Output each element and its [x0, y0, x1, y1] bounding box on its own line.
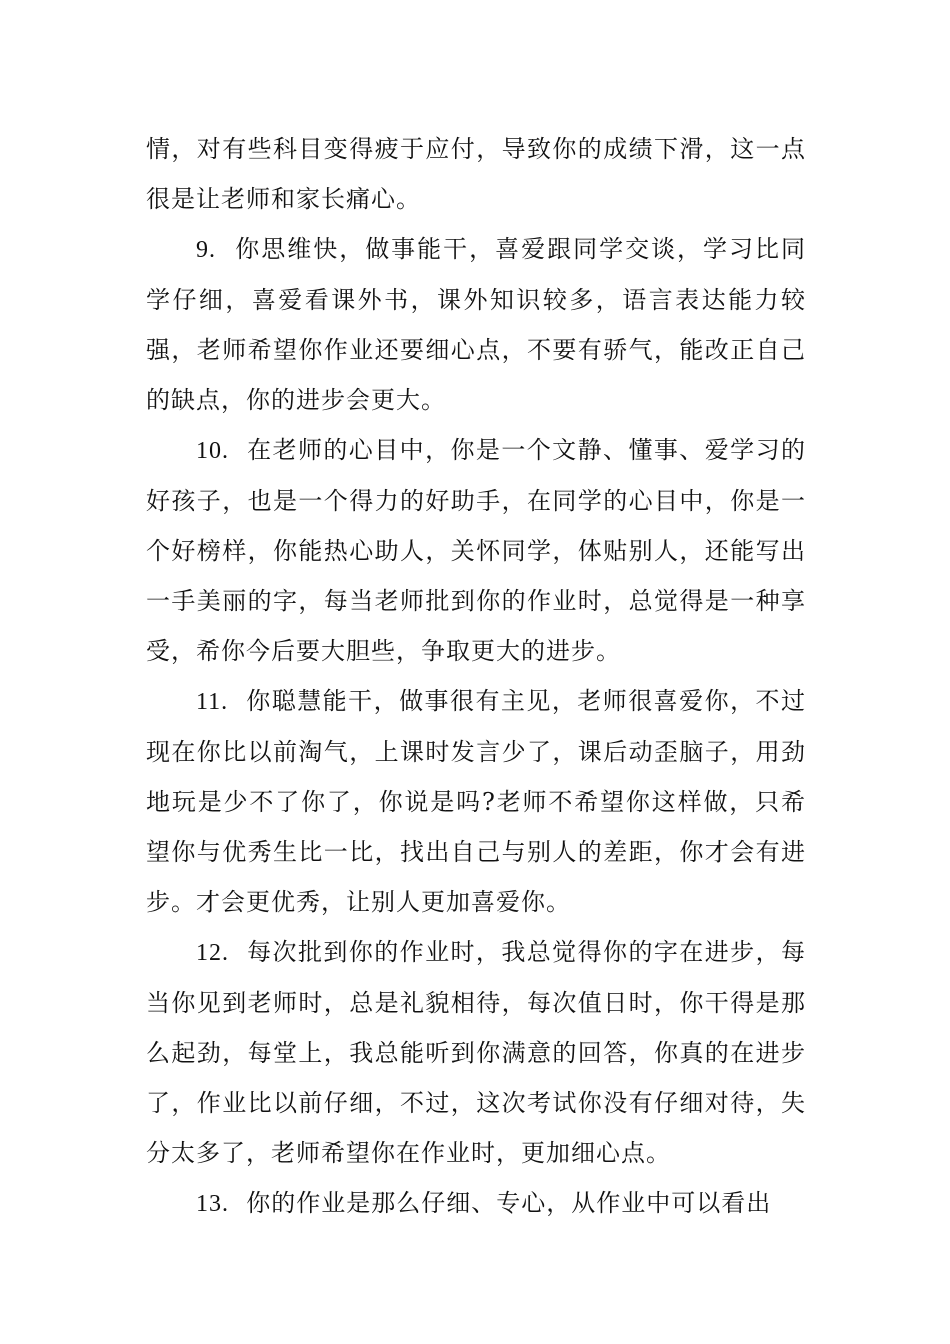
paragraph-13 — [146, 1178, 806, 1229]
paragraph-number: 12. — [196, 940, 229, 966]
paragraph-text: 情，对有些科目变得疲于应付，导致你的成绩下滑，这一点很是让老师和家长痛心。 — [146, 135, 806, 213]
paragraph-number: 10. — [196, 438, 229, 464]
paragraph-10 — [146, 425, 806, 676]
paragraph-text: 在老师的心目中，你是一个文静、懂事、爱学习的好孩子，也是一个得力的好助手，在同学的心目中，你是一个好榜样，你能热心助人，关怀同学，体贴别人，还能写出一手美丽的字，每当老师批到你的作业时，总觉得是一种享受，希你今后要大胆些，争取更大的进步。 — [146, 436, 806, 665]
document-body — [146, 124, 806, 1229]
paragraph-12 — [146, 927, 806, 1178]
paragraph-11 — [146, 676, 806, 927]
paragraph-text: 你思维快，做事能干，喜爱跟同学交谈，学习比同学仔细，喜爱看课外书，课外知识较多，语言表达能力较强，老师希望你作业还要细心点，不要有骄气，能改正自己的缺点，你的进步会更大。 — [146, 235, 807, 414]
paragraph-text: 每次批到你的作业时，我总觉得你的字在进步，每当你见到老师时，总是礼貌相待，每次值日时，你干得是那么起劲，每堂上，我总能听到你满意的回答，你真的在进步了，作业比以前仔细，不过，这次考试你没有仔细对待，失分太多了，老师希望你在作业时，更加细心点。 — [146, 938, 806, 1167]
paragraph-continued — [146, 124, 806, 224]
paragraph-text: 你聪慧能干，做事很有主见，老师很喜爱你，不过现在你比以前淘气，上课时发言少了，课后动歪脑子，用劲地玩是少不了你了，你说是吗?老师不希望你这样做，只希望你与优秀生比一比，找出自己与别人的差距，你才会有进步。才会更优秀，让别人更加喜爱你。 — [146, 687, 806, 916]
paragraph-9 — [146, 224, 806, 425]
paragraph-number: 11. — [196, 689, 229, 715]
paragraph-text: 你的作业是那么仔细、专心，从作业中可以看出 — [246, 1189, 772, 1217]
paragraph-number: 13. — [196, 1191, 229, 1217]
paragraph-number: 9. — [196, 237, 216, 263]
